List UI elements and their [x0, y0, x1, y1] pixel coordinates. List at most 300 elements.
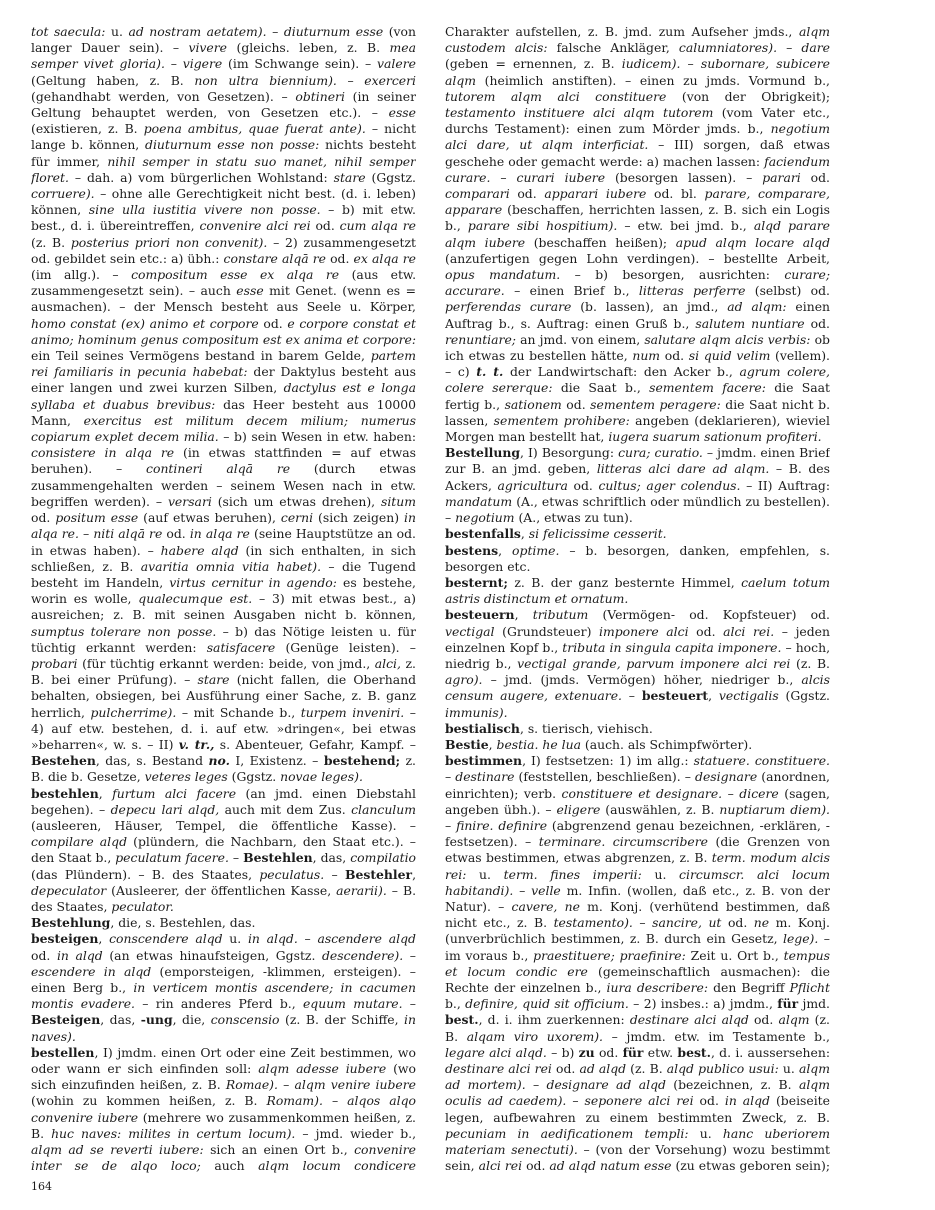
entry-text: u.: [105, 24, 129, 39]
latin-term: ad alqm:: [727, 299, 787, 315]
entry-text: –: [403, 947, 416, 963]
entry-text: – jeden einzelnen Kopf b.,: [445, 623, 830, 655]
entry-text: od.: [522, 1158, 550, 1174]
entry-text: –: [445, 769, 456, 785]
latin-term: optime.: [512, 542, 560, 558]
latin-term: hanc uberiorem materiam senectuti).: [445, 1125, 830, 1158]
entry-text: od.: [31, 947, 57, 963]
entry-text: (vellem). – c): [445, 348, 830, 380]
entry-headword: bestehend;: [323, 753, 401, 769]
entry-text: (auch. als Schimpfwörter).: [580, 736, 753, 752]
entry-text: (beschaffen, herrichten lassen, z. B. sich ein Logis b.,: [445, 202, 830, 234]
abbreviation: v. tr.,: [178, 736, 215, 752]
latin-term: cavere, ne: [511, 898, 580, 914]
entry-text: die Saat b.,: [552, 380, 650, 396]
entry-headword: Bestehen: [31, 753, 96, 769]
entry-text: (bezeichnen, z. B.: [665, 1077, 799, 1093]
latin-term: Romae).: [225, 1077, 278, 1093]
entry-text: – 2) insbes.: a) jmdm.,: [628, 996, 778, 1012]
latin-term: equum mutare.: [302, 996, 403, 1012]
entry-text: , d. i. aussersehen:: [710, 1044, 830, 1060]
latin-term: e corpore constat et animo; hominum genus compositum est ex anima et corpore:: [31, 315, 416, 347]
abbreviation: no.: [208, 753, 230, 769]
latin-term: iura describere:: [606, 979, 709, 995]
latin-term: ad nostram aetatem).: [128, 24, 267, 39]
latin-term: mandatum: [445, 493, 513, 509]
entry-text: (gleichs. leben, z. B.: [227, 40, 390, 56]
latin-term: in alqa re.: [31, 510, 416, 542]
entry-text: (A., etwas zu tun).: [514, 510, 633, 526]
entry-text: –: [722, 785, 740, 801]
latin-term: seponere alci rei: [584, 1093, 694, 1109]
latin-term: novae leges).: [280, 769, 363, 785]
latin-term: ne: [753, 915, 770, 931]
entry-text: (existieren, z. B.: [31, 121, 144, 137]
entry-text: –: [297, 931, 318, 947]
entry-text: der Daktylus besteht aus einer langen und zwei kurzen Silben,: [31, 364, 416, 396]
latin-term: testamento).: [553, 915, 633, 931]
entry-text: (emporsteigen, -klimmen, ersteigen). – einen Berg b.,: [31, 963, 416, 995]
latin-term: tot saecula:: [31, 24, 106, 39]
latin-term: agro).: [445, 672, 483, 688]
latin-term: comparari: [445, 186, 510, 202]
entry-text: u.: [641, 866, 680, 882]
latin-term: constare alqā re: [223, 250, 326, 266]
entry-text: od.: [594, 1044, 623, 1060]
latin-term: litteras alci dare ad alqm.: [596, 461, 770, 477]
entry-text: (in etwas stattfinden = auf etwas beruhen). –: [31, 445, 416, 477]
entry-headword: besteuert: [641, 688, 709, 704]
entry-text: nichts besteht für immer,: [31, 137, 416, 169]
latin-term: versari: [167, 493, 212, 509]
latin-term: alqd parare alqm iubere: [445, 218, 830, 250]
latin-term: tributa in singula capita imponere.: [562, 639, 782, 655]
entry-text: auch mit dem Zus.: [219, 801, 352, 817]
latin-term: in naves).: [31, 1012, 416, 1044]
entry-text: – 3) mit etwas best., a) ausreichen; z. B. mit seinen Ausgaben nicht b. können,: [31, 591, 416, 623]
latin-term: eligere: [556, 801, 601, 817]
latin-term: turpem inveniri.: [300, 704, 405, 720]
latin-term: statuere. constituere.: [693, 753, 830, 769]
dictionary-entry: [31, 24, 416, 786]
entry-text: –: [621, 688, 642, 704]
entry-text: z. B. bei einer Prüfung). –: [31, 655, 416, 688]
entry-text: od.: [688, 623, 724, 639]
latin-term: agricultura: [497, 477, 568, 493]
latin-term: destinare alci rei: [445, 1061, 552, 1076]
entry-text: den Begriff: [708, 979, 790, 995]
entry-text: (Genüge leisten). –: [275, 639, 416, 655]
entry-headword: für: [777, 996, 799, 1012]
entry-text: – jmdm. etw. im Testamente b.,: [603, 1028, 830, 1044]
entry-text: z. B. die b. Gesetze,: [31, 753, 416, 785]
latin-term: parari: [762, 169, 801, 185]
entry-text: (Grundsteuer): [494, 623, 600, 639]
latin-term: compositum esse ex alqa re: [131, 267, 340, 283]
latin-term: alqm custodem alcis:: [445, 24, 830, 56]
entry-headword: besteuern: [445, 607, 515, 623]
latin-term: term. fines imperii:: [503, 866, 642, 882]
entry-text: angeben (deklarieren), wieviel Morgen man bestellt hat,: [445, 412, 830, 445]
entry-text: (z. B.: [31, 234, 71, 250]
entry-text: , I) Besorgung:: [520, 445, 619, 461]
entry-text: das Heer besteht aus 10000 Mann,: [31, 396, 416, 428]
latin-term: valere: [377, 56, 416, 72]
entry-text: , die,: [172, 1012, 211, 1028]
dictionary-entry: [445, 526, 830, 542]
entry-text: (im Schwange sein). –: [222, 56, 378, 72]
entry-text: (abgrenzend genau bezeichnen, -erklären, -festsetzen). –: [445, 817, 830, 850]
entry-text: (Vermögen- od. Kopfsteuer) od.: [588, 607, 830, 623]
latin-term: alqm locum condicere: [258, 1158, 416, 1174]
entry-text: –: [164, 56, 183, 72]
latin-term: partem rei familiaris in pecunia habebat:: [31, 348, 416, 380]
latin-term: vectigal: [445, 623, 495, 639]
dictionary-entry: [445, 607, 830, 720]
entry-text: falsche Ankläger,: [547, 40, 679, 56]
latin-term: poena ambitus, quae fuerat ante).: [143, 121, 366, 137]
entry-text: (Ggstz.: [227, 769, 281, 785]
latin-term: sementem facere:: [649, 380, 766, 396]
latin-term: satisfacere: [206, 639, 276, 655]
entry-headword: bestenfalls: [445, 526, 521, 542]
latin-term: agrum colere, colere sererque:: [445, 364, 830, 396]
entry-headword: zu: [578, 1044, 595, 1060]
dictionary-entry: [445, 543, 830, 575]
entry-text: – 4) auf etw. bestehen, d. i. auf etw. »dringen«, bei etwas »beharren«, w. s. – II): [31, 704, 416, 752]
entry-text: (durch etwas zusammengehalten werden – seinem Wesen nach in etw. begriffen werden). –: [31, 461, 416, 509]
latin-term: terminare. circumscribere: [538, 834, 708, 850]
entry-text: – b) das Nötige leisten u. für tüchtig erkannt werden:: [31, 623, 416, 655]
entry-text: , d. i. ihm zuerkennen:: [478, 1012, 630, 1028]
entry-text: ,: [708, 688, 719, 704]
latin-term: renuntiare;: [445, 331, 516, 347]
entry-text: – b) besorgen, ausrichten:: [560, 267, 785, 283]
latin-term: sationem: [504, 396, 562, 412]
latin-term: vectigal grande, parvum imponere alci rei: [517, 655, 791, 671]
dictionary-entry: [445, 445, 830, 526]
latin-term: ex alqa re: [353, 250, 416, 266]
entry-text: od.: [162, 526, 190, 542]
entry-headword: Bestie: [445, 736, 489, 752]
entry-text: od. bl.: [646, 186, 705, 202]
dictionary-entry: [445, 753, 830, 1174]
entry-text: (Geltung haben, z. B.: [31, 72, 195, 88]
latin-term: salutare alqm alcis verbis:: [644, 331, 811, 347]
latin-term: definire, quid sit officium.: [465, 996, 629, 1012]
entry-text: (auswählen, z. B.: [600, 801, 720, 817]
latin-term: veteres leges: [144, 769, 228, 785]
latin-term: immunis).: [445, 704, 508, 720]
entry-text: –: [525, 1077, 547, 1093]
latin-term: sancire, ut: [652, 915, 722, 931]
latin-term: alqm venire iubere: [294, 1077, 416, 1093]
entry-text: –: [266, 24, 284, 39]
latin-term: huc naves: milites in certum locum).: [51, 1125, 296, 1141]
entry-text: (von der Obrigkeit);: [666, 88, 830, 104]
latin-term: designare ad alqd: [546, 1077, 666, 1093]
latin-term: tutorem alqm alci constituere: [445, 88, 667, 104]
entry-text: od.: [310, 218, 340, 234]
entry-text: – III) sorgen, daß etwas geschehe oder gemacht werde: a) machen lassen:: [445, 137, 830, 169]
latin-term: positum esse: [55, 510, 139, 526]
latin-term: alqm adesse iubere: [258, 1061, 387, 1076]
entry-text: – B. des Ackers,: [445, 461, 830, 493]
latin-term: obtineri: [295, 88, 345, 104]
latin-term: in alqa re: [189, 526, 250, 542]
latin-term: alqm oculis ad caedem).: [445, 1077, 830, 1109]
entry-text: –: [490, 169, 517, 185]
entry-text: (besorgen lassen). –: [605, 169, 763, 185]
entry-text: od.: [326, 250, 354, 266]
entry-text: od.: [561, 396, 591, 412]
latin-term: aerarii).: [336, 882, 387, 898]
latin-term: stare: [197, 672, 230, 688]
entry-text: die Saat fertig b.,: [445, 380, 830, 412]
latin-term: alci rei.: [723, 623, 775, 639]
latin-term: alqm ad se reverti iubere:: [31, 1142, 204, 1158]
entry-text: – nicht lange b. können,: [31, 121, 416, 153]
entry-text: ,: [498, 542, 513, 558]
entry-text: (z. B.: [445, 1012, 830, 1044]
latin-term: calumniatores).: [678, 40, 778, 56]
latin-term: perferendas curare: [445, 299, 572, 315]
latin-term: depeculator: [31, 882, 107, 898]
entry-text: , s. tierisch, viehisch.: [519, 720, 653, 736]
entry-text: – rin anderes Pferd b.,: [134, 996, 303, 1012]
latin-term: peculatum facere.: [115, 850, 229, 866]
latin-term: destinare: [455, 769, 515, 785]
entry-text: z. B. der ganz besternte Himmel,: [507, 574, 742, 590]
entry-text: m. Infin. (wollen, daß etc., z. B. von der Natur). –: [445, 882, 830, 914]
latin-term: lege).: [783, 931, 819, 947]
entry-text: – B. des Staates,: [31, 882, 416, 914]
entry-text: (feststellen, beschließen). –: [514, 769, 696, 785]
entry-text: (z. B.: [790, 655, 830, 671]
latin-term: habere alqd: [160, 542, 239, 558]
latin-term: Romam).: [266, 1093, 323, 1109]
entry-text: der Landwirtschaft: den Acker b.,: [503, 364, 740, 380]
entry-text: od.: [748, 1012, 779, 1028]
latin-term: curari iubere: [516, 169, 606, 185]
entry-headword: Bestehler: [344, 866, 413, 882]
entry-text: (heimlich anstiften). – einen zu jmds. Vormund b.,: [476, 72, 830, 88]
latin-term: furtum alci facere: [112, 785, 237, 801]
entry-headword: -ung: [140, 1012, 173, 1028]
entry-text: – (von der Vorsehung) wozu bestimmt sein,: [445, 1142, 830, 1174]
entry-text: –: [402, 996, 416, 1012]
latin-term: ad alqd: [579, 1061, 627, 1076]
entry-text: (Ggstz.: [365, 169, 416, 185]
latin-term: alci,: [374, 655, 401, 671]
latin-term: cerni: [280, 510, 314, 526]
entry-headword: best.: [677, 1044, 711, 1060]
entry-text: –: [445, 817, 457, 833]
latin-term: in alqd: [724, 1093, 770, 1109]
entry-headword: Besteigen: [31, 1012, 101, 1028]
entry-text: u.: [778, 1061, 799, 1076]
entry-text: – etw. bei jmd. b.,: [617, 218, 754, 234]
latin-term: peculator.: [111, 898, 174, 914]
dictionary-entry: [445, 737, 830, 753]
latin-term: alqam viro uxorem).: [466, 1028, 603, 1044]
entry-text: (b. lassen), an jmd.,: [571, 299, 728, 315]
latin-term: tempus et locum condic ere: [445, 947, 830, 979]
latin-term: Pflicht: [789, 979, 830, 995]
entry-headword: best.: [445, 1012, 479, 1028]
dictionary-entry: [31, 931, 416, 1044]
entry-text: (wo sich einzufinden heißen, z. B.: [31, 1061, 416, 1093]
latin-term: contineri alqā re: [146, 461, 291, 477]
entry-text: einen Auftrag b., s. Auftrag: einen Gruß b.,: [445, 299, 830, 331]
latin-term: corruere).: [31, 186, 95, 202]
entry-text: –: [324, 866, 345, 882]
latin-term: faciendum curare.: [445, 153, 830, 185]
entry-text: (plündern, die Nachbarn, den Staat etc.). – den Staat b.,: [31, 834, 416, 866]
entry-text: (anzufertigen gegen Lohn verdingen). – bestellte Arbeit,: [445, 250, 830, 266]
entry-headword: besternt;: [445, 574, 508, 590]
entry-text: (in sich enthalten, in sich schließen, z. B.: [31, 542, 416, 574]
entry-text: u.: [466, 866, 504, 882]
latin-term: esse: [388, 105, 416, 121]
entry-text: ,: [514, 607, 533, 623]
entry-text: (sich zeigen): [313, 510, 405, 526]
entry-text: sich an einen Ort b.,: [203, 1142, 355, 1158]
latin-term: descendere).: [322, 947, 404, 963]
latin-term: num: [632, 348, 661, 364]
latin-term: opus mandatum.: [445, 267, 561, 283]
entry-text: od.: [721, 915, 754, 931]
latin-term: alqos alqo convenire iubere: [31, 1093, 416, 1125]
entry-headword: bestehlen: [31, 785, 99, 801]
entry-text: –: [228, 850, 244, 866]
entry-text: – jmd. wieder b.,: [295, 1125, 416, 1141]
latin-term: ad alqd natum esse: [549, 1158, 672, 1174]
latin-term: clanculum: [351, 801, 416, 817]
latin-term: alqm: [778, 1012, 810, 1028]
latin-term: convenire alci rei: [199, 218, 311, 234]
latin-term: dare: [801, 40, 830, 56]
entry-text: Zeit u. Ort b.,: [685, 947, 784, 963]
entry-text: od.: [31, 510, 56, 526]
entry-text: die Saat nicht b. lassen,: [445, 396, 830, 428]
entry-text: – ohne alle Gerechtigkeit nicht best. (d. i. leben) können,: [31, 186, 416, 218]
latin-term: subornare, subicere alqm: [445, 56, 830, 88]
entry-text: – II) Auftrag:: [740, 477, 830, 493]
entry-text: –: [632, 915, 653, 931]
latin-term: esse: [236, 283, 264, 299]
entry-text: –: [513, 882, 532, 898]
entry-text: , I) festsetzen: 1) im allg.:: [522, 753, 694, 769]
entry-headword: Bestellung: [445, 445, 521, 461]
entry-text: (die Grenzen von etwas bestimmen, etwas abgrenzen, z. B.: [445, 834, 830, 866]
entry-text: –: [336, 72, 365, 88]
latin-term: velle: [531, 882, 561, 898]
latin-term: praestituere; praefinire:: [533, 947, 686, 963]
entry-text: –: [777, 40, 802, 56]
latin-term: bestia. he lua: [496, 736, 581, 752]
entry-text: (z. B. der Schiffe,: [279, 1012, 405, 1028]
latin-term: mea semper vivet gloria).: [31, 40, 416, 72]
entry-text: – b): [546, 1044, 579, 1060]
entry-text: an jmd. von einem,: [515, 331, 645, 347]
entry-text: (z. B.: [626, 1061, 667, 1076]
latin-term: consistere in alqa re: [31, 445, 175, 461]
entry-text: m. Konj. (verhütend bestimmen, daß nicht etc., z. B.: [445, 898, 830, 931]
latin-term: cum alqa re: [339, 218, 416, 234]
entry-text: b.,: [445, 996, 466, 1012]
entry-text: – 2) zusammengesetzt od. gebildet sein etc.: a) übh.:: [31, 234, 416, 266]
right-column: [445, 24, 830, 1174]
entry-headword: besteigen: [31, 931, 99, 947]
entry-text: (gemeinschaftlich ausmachen): die Rechte der einzelnen b.,: [445, 963, 830, 995]
latin-term: posterius priori non convenit).: [70, 234, 268, 250]
dictionary-entry: [31, 915, 416, 931]
entry-text: u.: [222, 931, 248, 947]
latin-term: iudicem).: [621, 56, 681, 72]
page-number: 164: [31, 1180, 52, 1193]
latin-term: sementem prohibere:: [493, 412, 630, 428]
entry-text: s. Abenteuer, Gefahr, Kampf. –: [214, 736, 416, 752]
latin-term: pecuniam in aedificationem templi:: [445, 1125, 689, 1141]
abbreviation: t. t.: [476, 364, 504, 380]
latin-term: alcis censum augere, extenuare.: [445, 672, 830, 704]
latin-term: nuptiarum diem).: [719, 801, 830, 817]
entry-text: (vom Vater etc., durchs Testament): einen zum Mörder jmds. b.,: [445, 105, 830, 137]
latin-term: in verticem montis ascendere; in cacumen montis evadere.: [31, 979, 416, 1012]
latin-term: negotium: [455, 510, 515, 526]
latin-term: alqd publico usui:: [666, 1061, 779, 1076]
entry-text: ob ich etwas zu bestellen hätte,: [445, 331, 830, 364]
entry-text: ,: [98, 785, 113, 801]
latin-term: alqm ad mortem).: [445, 1061, 830, 1093]
entry-headword: bestens: [445, 542, 499, 558]
entry-text: , das,: [312, 850, 351, 866]
latin-term: probari: [31, 655, 78, 671]
entry-text: (an etwas hinaufsteigen, Ggstz.: [102, 947, 322, 963]
entry-text: –: [322, 1093, 348, 1109]
entry-text: – hoch, niedrig b.,: [445, 639, 830, 671]
entry-headword: Bestehlen: [243, 850, 313, 866]
latin-term: term. modum alcis rei:: [445, 850, 830, 882]
entry-text: (sich um etwas drehen),: [211, 493, 381, 509]
latin-term: destinare alci alqd: [629, 1012, 749, 1028]
latin-term: virtus cernitur in agendo:: [169, 574, 337, 590]
entry-text: (geben = ernennen, z. B.: [445, 56, 622, 72]
latin-term: finire. definire: [456, 817, 548, 833]
latin-term: stare: [333, 169, 366, 185]
entry-text: – jmd. (jmds. Vermögen) höher, niedriger b.,: [482, 672, 802, 688]
latin-term: exerceri: [364, 72, 416, 88]
latin-term: peculatus.: [259, 866, 325, 882]
entry-text: (gehandhabt werden, von Gesetzen). –: [31, 88, 296, 104]
entry-text: – mit Schande b.,: [176, 704, 301, 720]
latin-term: situm: [380, 493, 416, 509]
entry-text: od.: [800, 169, 830, 185]
entry-text: – im voraus b.,: [445, 931, 830, 963]
latin-term: imponere alci: [599, 623, 689, 639]
latin-term: qualecumque est.: [138, 591, 253, 607]
entry-headword: bestimmen: [445, 753, 523, 769]
latin-term: apparari iubere: [544, 186, 647, 202]
latin-term: si quid velim: [688, 348, 771, 364]
entry-text: –: [566, 1093, 585, 1109]
latin-term: parare sibi hospitium).: [467, 218, 618, 234]
latin-term: dicere: [739, 785, 779, 801]
entry-text: od.: [693, 1093, 725, 1109]
latin-term: circumscr. alci locum habitandi).: [445, 866, 830, 898]
dictionary-entry: [31, 1045, 416, 1174]
